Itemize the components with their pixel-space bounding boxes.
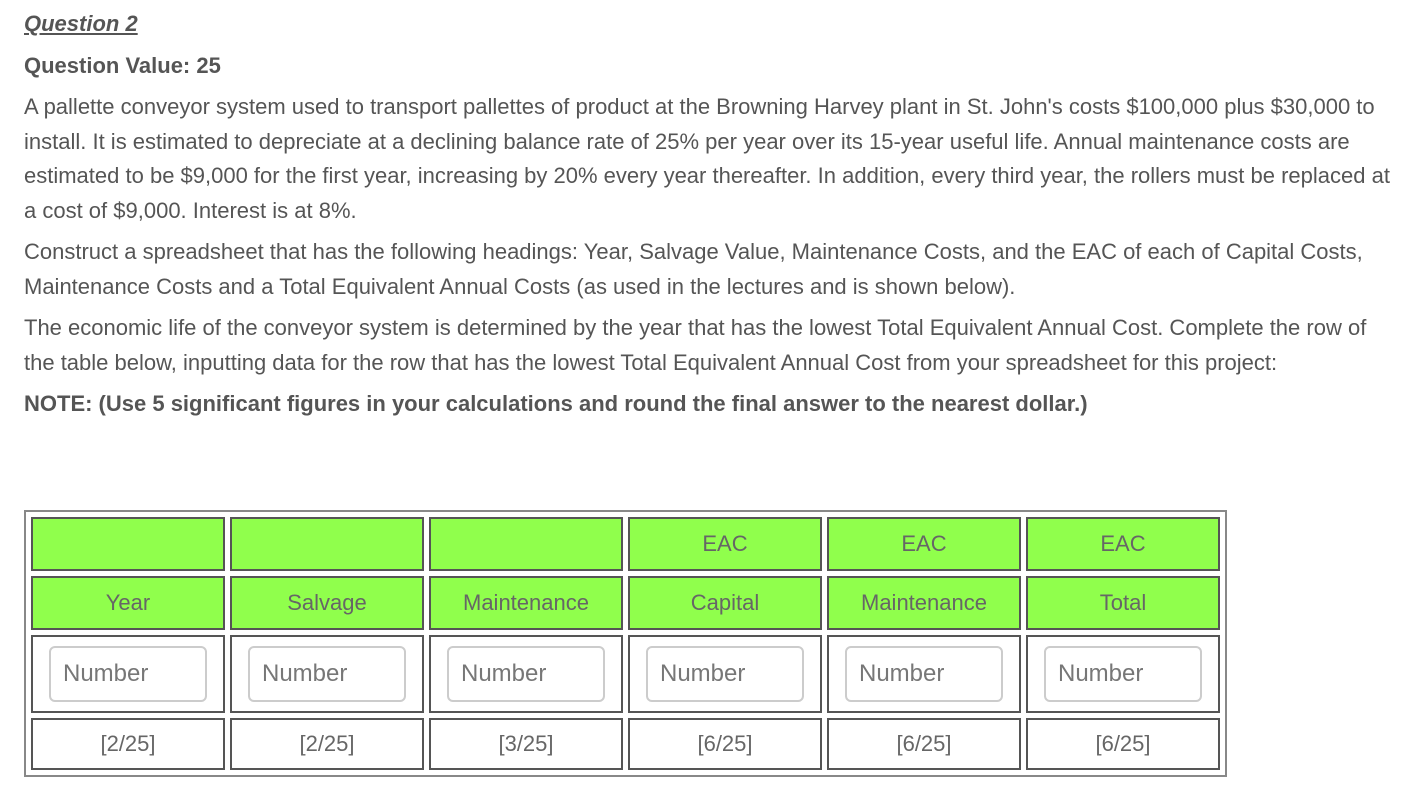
header-cell-blank-year xyxy=(31,517,225,571)
input-cell-eac-maintenance xyxy=(827,635,1021,713)
marks-cell-eac-maintenance: [6/25] xyxy=(827,718,1021,770)
input-cell-year xyxy=(31,635,225,713)
input-cell-eac-total xyxy=(1026,635,1220,713)
header-cell-eac-maintenance: EAC xyxy=(827,517,1021,571)
marks-row xyxy=(31,718,1220,770)
marks-cell-eac-capital: [6/25] xyxy=(628,718,822,770)
question-paragraph-3: The economic life of the conveyor system is determined by the year that has the lowest Total Equivalent Annual Cost. Complete the row of the table below, inputting data for the row that has the lowest Total Equivalent Annual Cost from your spreadsheet for this project: xyxy=(24,315,1367,375)
header-cell-eac-capital: EAC xyxy=(628,517,822,571)
header-cell-total: Total xyxy=(1026,576,1220,630)
year-input[interactable] xyxy=(49,646,207,702)
header-row-eac xyxy=(31,517,1220,571)
marks-cell-salvage: [2/25] xyxy=(230,718,424,770)
header-row-columns xyxy=(31,576,1220,630)
salvage-input[interactable] xyxy=(248,646,406,702)
header-cell-salvage: Salvage xyxy=(230,576,424,630)
input-cell-eac-capital xyxy=(628,635,822,713)
header-cell-maintenance: Maintenance xyxy=(429,576,623,630)
answer-table xyxy=(24,510,1227,777)
question-content xyxy=(24,0,1394,421)
question-paragraph-1: A pallette conveyor system used to transport pallettes of product at the Browning Harvey plant in St. John's costs $100,000 plus $30,000 to install. It is estimated to depreciate at a declining balance rate of 25% per year over its 15-year useful life. Annual maintenance costs are estimated to be $9,000 for the first year, increasing by 20% every year thereafter. In addition, every third year, the rollers must be replaced at a cost of $9,000. Interest is at 8%. xyxy=(24,94,1390,223)
input-row xyxy=(31,635,1220,713)
header-cell-capital: Capital xyxy=(628,576,822,630)
input-cell-maintenance xyxy=(429,635,623,713)
input-cell-salvage xyxy=(230,635,424,713)
eac-capital-input[interactable] xyxy=(646,646,804,702)
header-cell-blank-salvage xyxy=(230,517,424,571)
marks-cell-year: [2/25] xyxy=(31,718,225,770)
marks-cell-maintenance: [3/25] xyxy=(429,718,623,770)
maintenance-input[interactable] xyxy=(447,646,605,702)
eac-maintenance-input[interactable] xyxy=(845,646,1003,702)
question-title: Question 2 xyxy=(24,11,138,36)
marks-cell-eac-total: [6/25] xyxy=(1026,718,1220,770)
question-paragraph-2: Construct a spreadsheet that has the following headings: Year, Salvage Value, Maintenance Costs, and the EAC of each of Capital Costs, Maintenance Costs and a Total Equivalent Annual Costs (as used in the lectures and is shown below). xyxy=(24,239,1363,299)
question-note: NOTE: (Use 5 significant figures in your calculations and round the final answer to the nearest dollar.) xyxy=(24,391,1088,416)
eac-total-input[interactable] xyxy=(1044,646,1202,702)
header-cell-eac-total: EAC xyxy=(1026,517,1220,571)
header-cell-year: Year xyxy=(31,576,225,630)
header-cell-blank-maintenance xyxy=(429,517,623,571)
header-cell-maintenance-eac: Maintenance xyxy=(827,576,1021,630)
question-value: Question Value: 25 xyxy=(24,53,221,78)
